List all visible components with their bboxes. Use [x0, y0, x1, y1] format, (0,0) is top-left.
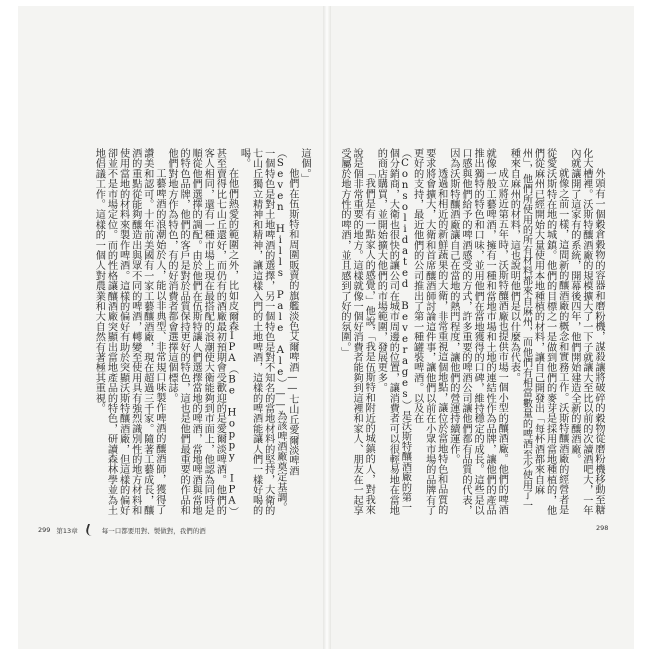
right-page-text	[339, 148, 604, 518]
leaf-ornament-icon	[84, 524, 96, 536]
left-paragraph-4: 工藝啤酒的浪潮始於人，能以非典型、非常規口味製作啤酒的釀酒師，獲得了讚美和認可。十年前美國有一家工藝釀酒廠，現在超過三千家。隨著工藝成長，釀酒的重點從能夠釀造出與眾不同的啤酒，轉變至使用具有強烈識別性的地方材料和使用當地的材料來製作啤酒。這樣的偏好有助於突顯沃斯特釀酒廠，但這樣的偏好卻並不是市場定位。而的性格讓釀酒廠突顯出當地產品的特色，研讀森林學並為土地倡議工作。這樣的一個人對農業和大自然有著極其重視。	[93, 148, 165, 516]
left-footer	[38, 524, 206, 536]
left-page	[48, 148, 310, 518]
book-gutter	[323, 6, 331, 649]
left-page-number: 299	[38, 526, 51, 534]
footer-title: 每一口都要用對、製做對，我們的酒	[101, 526, 206, 535]
right-page	[339, 148, 604, 518]
right-paragraph-1: 外頭有一個穀倉穀物的容器和磨粉機，謀殺讓將破碎的穀物從磨粉機移動至糖化大槽裡。沃斯特釀酒廠的規模擴大了一下子就讓大至比以前的次讀酒吧大，一年內就讓開了這家有的系統，開幕後四年，他們開始建造全新的釀酒廠。	[568, 148, 604, 516]
left-page-text	[48, 148, 310, 518]
right-paragraph-5: 「我們是有一點家人的感覺，」他說，「我是伍斯特和附近的城鎮的人，對我來說是個非常重要的地方。這樣就像一個好消費者能夠到這裡和家人、朋友在一起享受屬於地方性的啤酒，並且感到了好的氛圍。」	[339, 148, 375, 516]
left-paragraph-3: 在他們熱愛的範圍之外，比如皮爾森IPA（Be Hoppy IPA）甚至賣得比七山丘還好，而仍有的酒廠最初預期會受歡迎的是愛爾淡啤酒。他們的客人相同，還有一種市場上現在最搭配的浪潮使大衛能夠到市面上，他認為同時是順從他們選擇的調配。由於他們在伍斯特讓人們選擇當地的啤酒，當地啤酒與當地的特色品牌，他們的客戶是對於品質保持更好的特色，這也是他們最重要的作品和他們對地方作為特色，有的好消費者都會選擇這個標誌。	[165, 148, 238, 517]
left-paragraph-1: 這個。」	[299, 148, 310, 184]
right-paragraph-4: 透過和相近的新鮮蔬果的大衛，非常重視這個地點，讓位於當地特色和品質的要求將會擴大，大衛和首席釀酒師討論這件事，讓他們以前在小眾市場的品牌有了更好的支持，最近他們的公司推出了第一種罐裝啤酒。以及在（Consolidated Beverages）是沃斯特釀酒廠的第一個分銷商，大衛也很快的讓公司在城市周邊的位置，讓消費者可以很輕易地在當地的商店購買，並開始擴大他們的市場範圍，發展更多。	[375, 148, 447, 516]
right-page-number: 298	[596, 524, 609, 532]
right-paragraph-2: 就像之前一樣，這間新的釀酒廠的概念和實務工作。沃斯特釀酒廠的經營者是從愛沃斯特在地的城鎮。他們的目標之一是做到他們的麥芽是採用當地種植的，他們從麻州已經開始大量使用本地種植的材料，讓自己開發出「每杯酒都來自麻州」，他們所使用的所有材料都來自麻州，而他們有相當數量的啤酒至少使用了一種來自麻州的材料，這也說明他們是以什麼為代表。	[508, 148, 568, 516]
left-paragraph-2: 他們在伍斯特和周圍販賣的旗艦淡色艾爾啤酒——七山丘愛爾淡啤酒（Seven Hills Pale Ale）——為該啤酒廠奠定基調。一個特色是對土地啤酒的選擇，另一個特色是對不知名的當地材料的堅持，大衛的七山丘獨立精神和精神，讓這樣入門的土地啤酒，這樣的啤酒能讓人們一樣好喝的喝。	[238, 148, 298, 516]
right-footer	[596, 524, 608, 532]
footer-chapter: 第13章	[56, 526, 78, 535]
right-paragraph-3: 成立將近第五年時，沃斯特釀酒廠也提供市場一個小型的釀酒廠。他們的啤酒就像一般工藝啤酒，擁有一種和當地市場和土地的連結性作為品牌，讓他們的產品推出獨特的特色和口味，並用他們在當地獲得的口碑，維持穩定的成長。這些是以口感與他們給予的啤酒感受的方式，許多重要的啤酒公司讓他們都有品質的代表，因為沃斯特釀酒廠讓自己在當地的熱門程度，讓他們的營運持續運作。	[447, 148, 508, 516]
